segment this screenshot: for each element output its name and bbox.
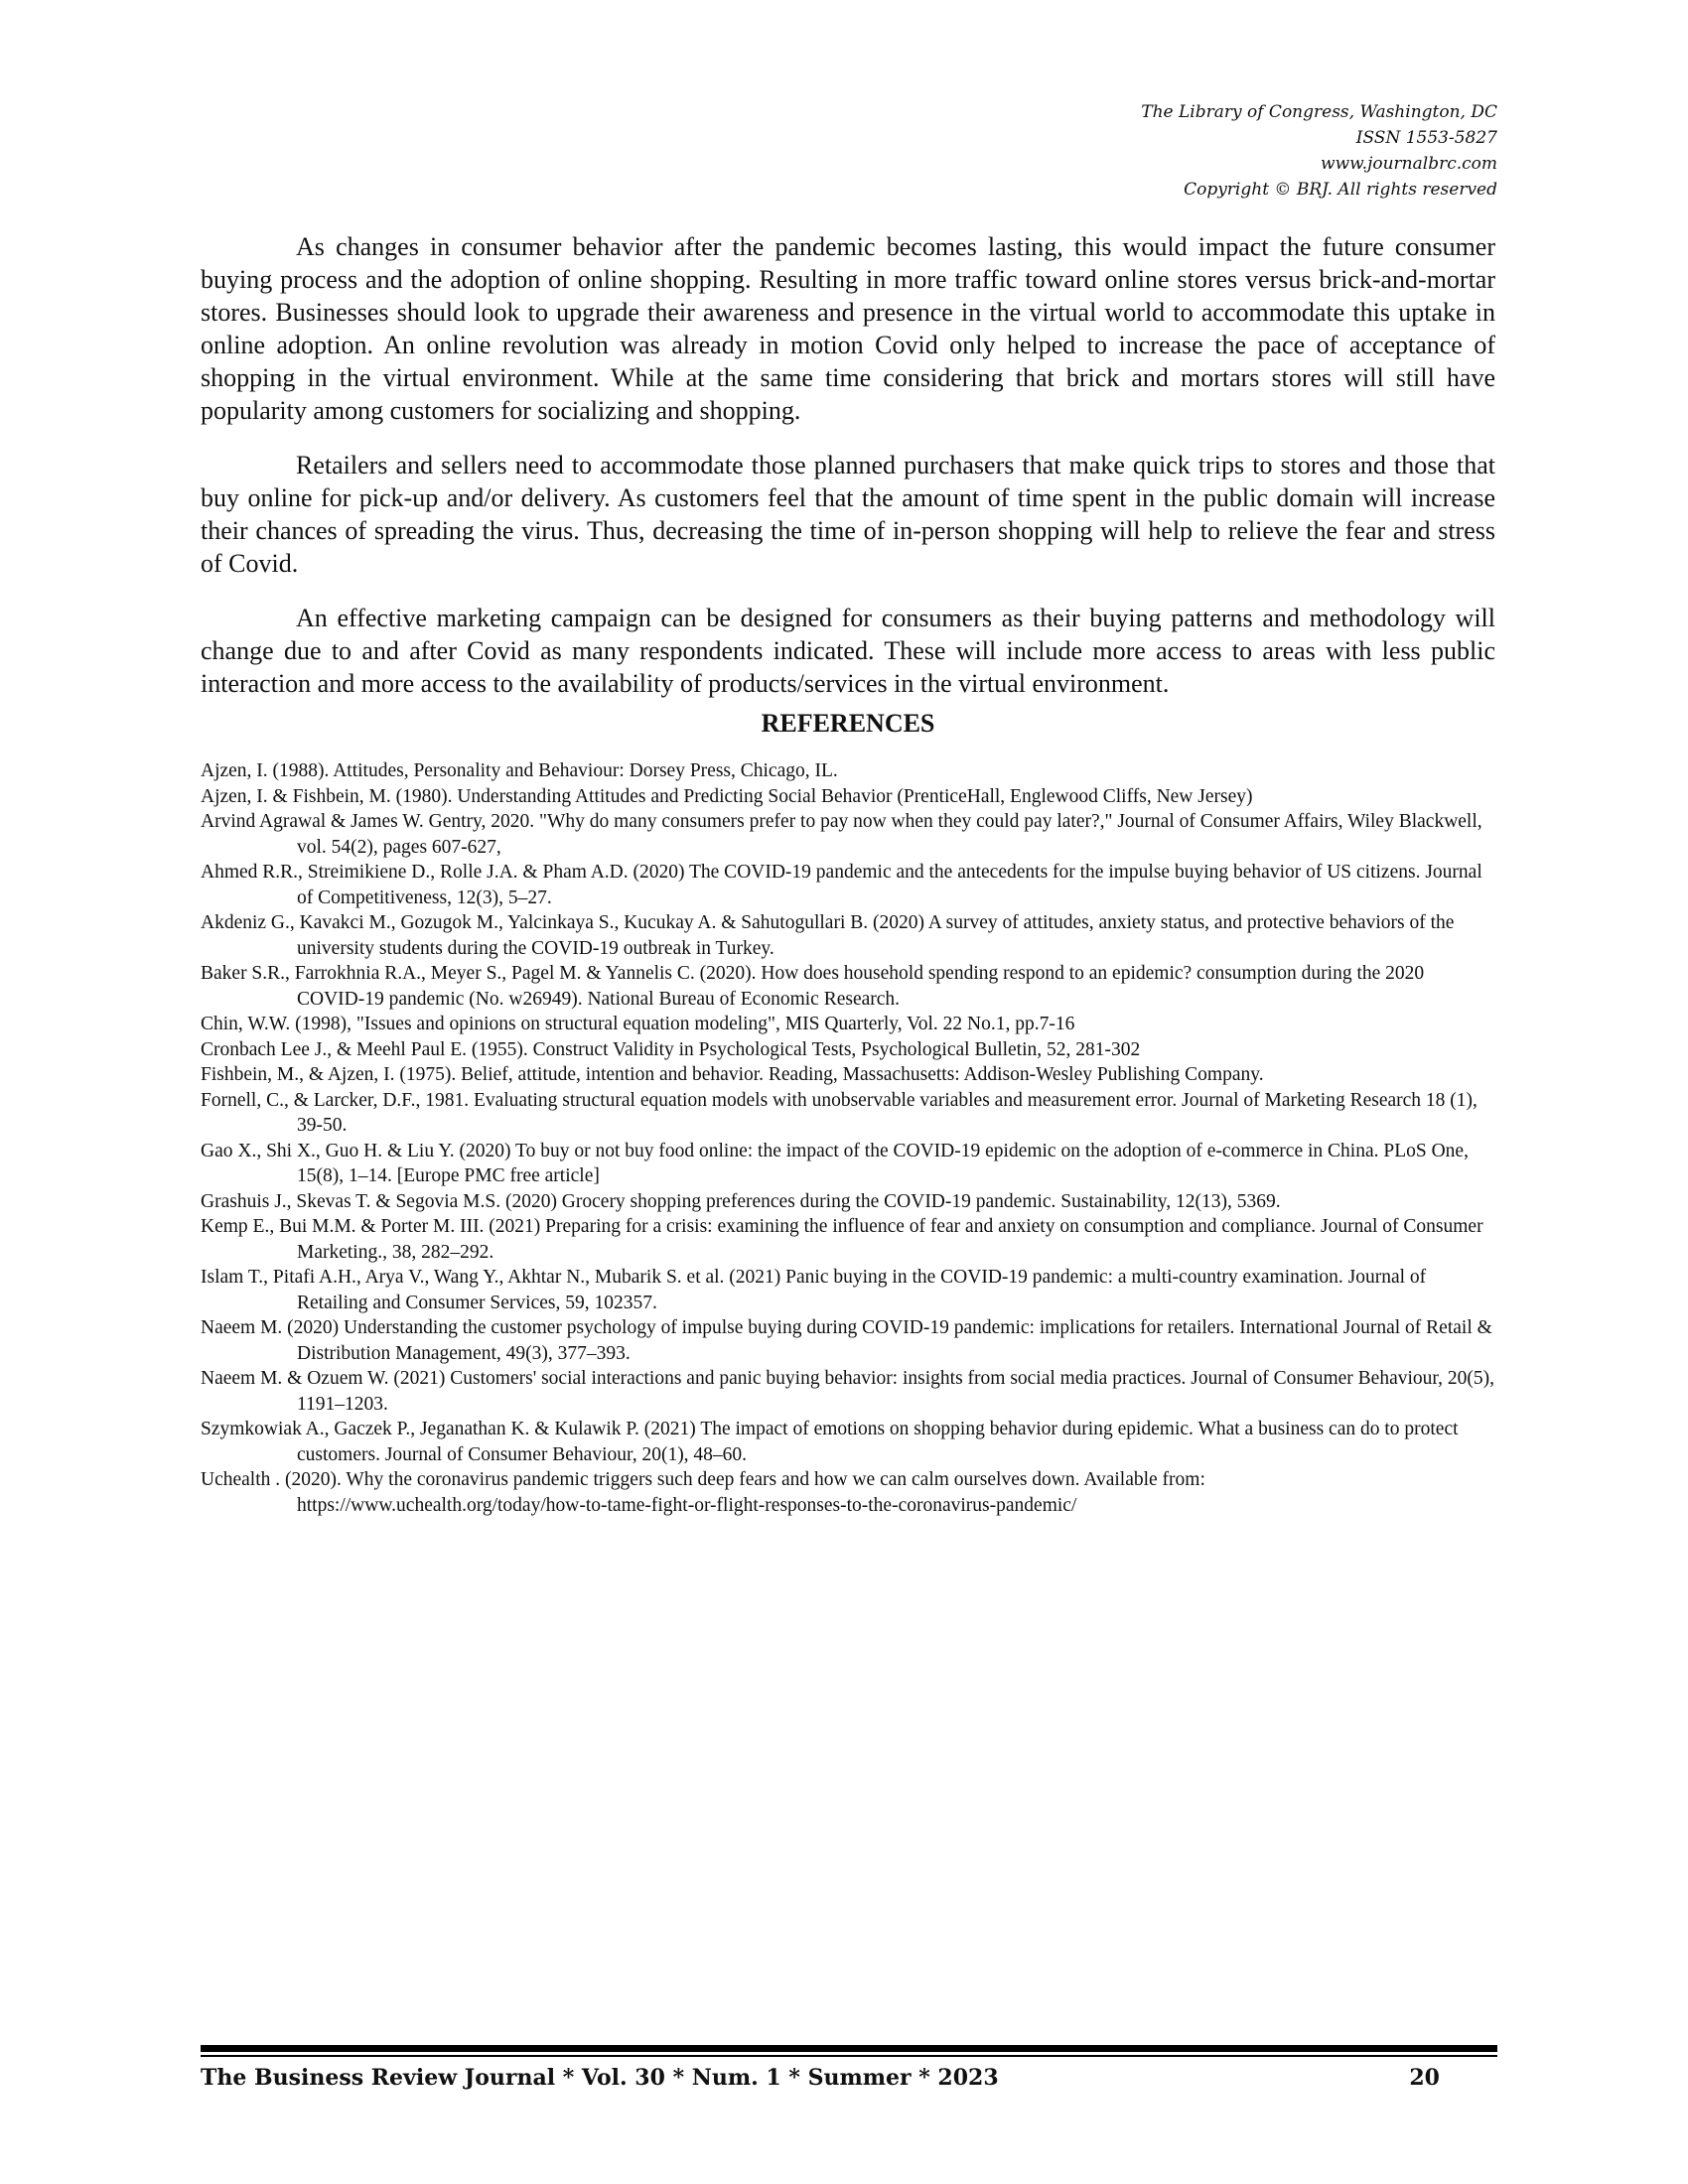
reference-item: Ajzen, I. & Fishbein, M. (1980). Understanding Attitudes and Predicting Social Behavior (PrenticeHall, Englewood Cliffs, New Jersey) [201, 785, 1253, 807]
reference-item: Chin, W.W. (1998), "Issues and opinions on structural equation modeling", MIS Quarterly, Vol. 22 No.1, pp.7-16 [201, 1014, 1075, 1034]
reference-item: Ajzen, I. (1988). Attitudes, Personality and Behaviour: Dorsey Press, Chicago, IL. [201, 760, 838, 781]
paragraph: Retailers and sellers need to accommodate those planned purchasers that make quick trips to stores and those that buy online for pick-up and/or delivery. As customers feel that the amount of time spent in the public domain will increase their chances of spreading the virus. Thus, decreasing the time of in-person shopping will help to relieve the fear and stress of Covid. [201, 451, 1495, 578]
paragraph: As changes in consumer behavior after the pandemic becomes lasting, this would impact the future consumer buying process and the adoption of online shopping. Resulting in more traffic toward online stores versus brick-and-mortar stores. Businesses should look to upgrade their awareness and presence in the virtual world to accommodate this uptake in online adoption. An online revolution was already in motion Covid only helped to increase the pace of acceptance of shopping in the virtual environment. While at the same time considering that brick and mortars stores will still have popularity among customers for socializing and shopping. [201, 232, 1495, 425]
references-list [201, 758, 1495, 1518]
reference-item: Naeem M. (2020) Understanding the customer psychology of impulse buying during COVID-19 pandemic: implications for retailers. International Journal of Retail & Distribution Management, 49(3), 377–393. [201, 1317, 1492, 1364]
reference-item: Kemp E., Bui M.M. & Porter M. III. (2021) Preparing for a crisis: examining the influence of fear and anxiety on consumption and compliance. Journal of Consumer Marketing., 38, 282–292. [201, 1216, 1483, 1263]
reference-item: Fornell, C., & Larcker, D.F., 1981. Evaluating structural equation models with unobservable variables and measurement error. Journal of Marketing Research 18 (1), 39-50. [201, 1089, 1477, 1136]
body-text [201, 230, 1495, 722]
footer [201, 2063, 1440, 2093]
reference-item: Ahmed R.R., Streimikiene D., Rolle J.A. & Pham A.D. (2020) The COVID-19 pandemic and the antecedents for the impulse buying behavior of US citizens. Journal of Competitiveness, 12(3), 5–27. [201, 862, 1482, 908]
paragraph: An effective marketing campaign can be designed for consumers as their buying patterns and methodology will change due to and after Covid as many respondents indicated. These will include more access to areas with less public interaction and more access to the availability of products/services in the virtual environment. [201, 604, 1495, 698]
header-library: The Library of Congress, Washington, DC [1141, 102, 1497, 122]
reference-item: Cronbach Lee J., & Meehl Paul E. (1955). Construct Validity in Psychological Tests, Psychological Bulletin, 52, 281-302 [201, 1038, 1141, 1060]
reference-item: Fishbein, M., & Ajzen, I. (1975). Belief, attitude, intention and behavior. Reading, Massachusetts: Addison-Wesley Publishing Company. [201, 1064, 1264, 1085]
header-copyright: Copyright © BRJ. All rights reserved [1184, 180, 1497, 200]
reference-item: Akdeniz G., Kavakci M., Gozugok M., Yalcinkaya S., Kucukay A. & Sahutogullari B. (2020) A survey of attitudes, anxiety status, and protective behaviors of the university students during the COVID-19 outbreak in Turkey. [201, 912, 1455, 959]
reference-item: Uchealth . (2020). Why the coronavirus pandemic triggers such deep fears and how we can calm ourselves down. Available from: https://www.uchealth.org/today/how-to-tame-fight-or-flight-responses-to-the-coronavirus-pandemic/ [201, 1469, 1205, 1516]
header-website: www.journalbrc.com [1321, 154, 1497, 174]
header-issn: ISSN 1553-5827 [1355, 128, 1497, 148]
reference-item: Szymkowiak A., Gaczek P., Jeganathan K. & Kulawik P. (2021) The impact of emotions on shopping behavior during epidemic. What a business can do to protect customers. Journal of Consumer Behaviour, 20(1), 48–60. [201, 1419, 1459, 1465]
reference-item: Gao X., Shi X., Guo H. & Liu Y. (2020) To buy or not buy food online: the impact of the COVID-19 epidemic on the adoption of e-commerce in China. PLoS One, 15(8), 1–14. [Europe PMC free article] [201, 1140, 1469, 1186]
reference-item: Naeem M. & Ozuem W. (2021) Customers' social interactions and panic buying behavior: insights from social media practices. Journal of Consumer Behaviour, 20(5), 1191–1203. [201, 1368, 1494, 1415]
footer-rule-thin [201, 2055, 1497, 2057]
reference-item: Grashuis J., Skevas T. & Segovia M.S. (2020) Grocery shopping preferences during the COVID-19 pandemic. Sustainability, 12(13), 5369. [201, 1190, 1281, 1212]
reference-item: Islam T., Pitafi A.H., Arya V., Wang Y., Akhtar N., Mubarik S. et al. (2021) Panic buying in the COVID-19 pandemic: a multi-country examination. Journal of Retailing and Consumer Services, 59, 102357. [201, 1267, 1427, 1313]
reference-item: Baker S.R., Farrokhnia R.A., Meyer S., Pagel M. & Yannelis C. (2020). How does household spending respond to an epidemic? consumption during the 2020 COVID-19 pandemic (No. w26949). National Bureau of Economic Research. [201, 963, 1425, 1010]
reference-item: Arvind Agrawal & James W. Gentry, 2020. "Why do many consumers prefer to pay now when they could pay later?," Journal of Consumer Affairs, Wiley Blackwell, vol. 54(2), pages 607-627, [201, 811, 1482, 858]
footer-rule-thick [201, 2045, 1497, 2052]
journal-header [902, 99, 1497, 203]
references-heading: REFERENCES [761, 709, 935, 738]
footer-journal-info: The Business Review Journal * Vol. 30 * Num. 1 * Summer * 2023 [201, 2065, 999, 2091]
page-number: 20 [1409, 2065, 1440, 2091]
